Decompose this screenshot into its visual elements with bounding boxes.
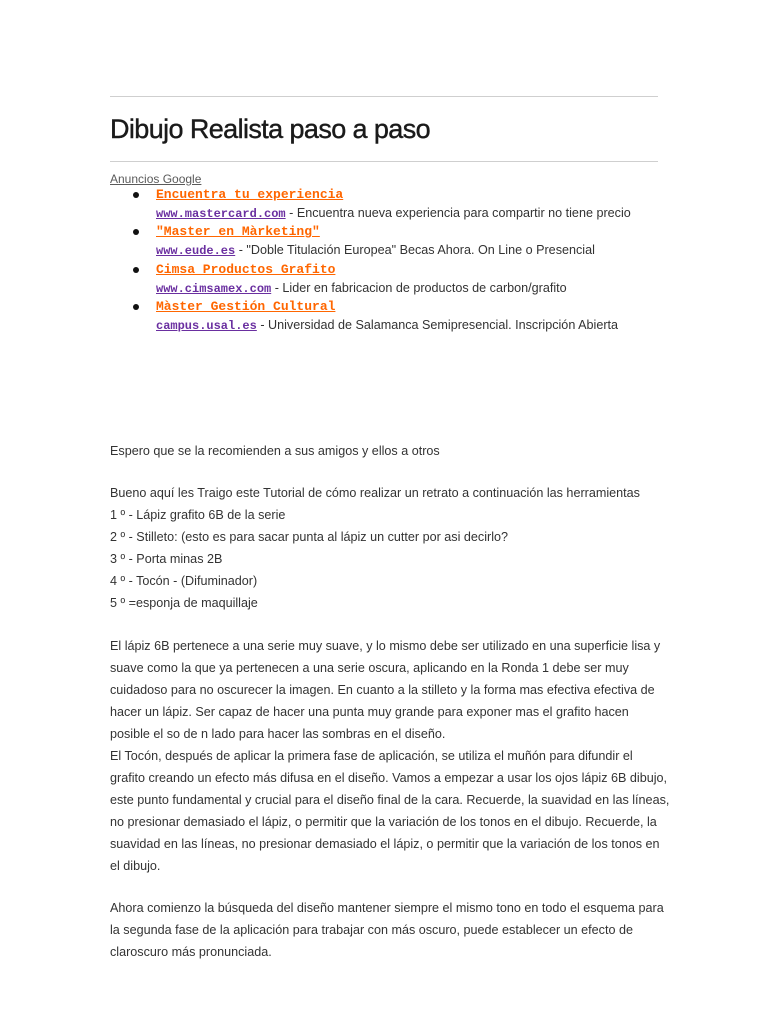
tool-item: 4 º - Tocón - (Difuminador) <box>110 574 258 588</box>
paragraph-text: Ahora comienzo la búsqueda del diseño mantener siempre el mismo tono en todo el esquema para la segunda fase de la aplicación para trabajar con más oscuro, puede establecer un efecto de claroscuro más pronunciada. <box>110 901 664 959</box>
tool-item: 2 º - Stilleto: (esto es para sacar punta al lápiz un cutter por asi decirlo? <box>110 530 509 544</box>
ad-text: - "Doble Titulación Europea" Becas Ahora. On Line o Presencial <box>235 243 595 258</box>
bullet-icon <box>133 229 139 235</box>
ad-description <box>156 243 595 258</box>
paragraph-text: El lápiz 6B pertenece a una serie muy suave, y lo mismo debe ser utilizado en una superficie lisa y suave como la que ya pertenecen a una serie oscura, aplicando en la Ronda 1 debe ser muy cuidadoso para no oscurecer la imagen. En cuanto a la stilleto y la forma mas efectiva efectiva de hacer un lápiz. Ser capaz de hacer una punta muy grande para exponer mas el grafito hacen posible el so de n lado para hacer las sombras en el diseño. <box>110 639 661 741</box>
ads-list <box>110 186 670 335</box>
top-divider <box>110 96 658 97</box>
tool-item: 3 º - Porta minas 2B <box>110 552 223 566</box>
ad-text: - Lider en fabricacion de productos de carbon/grafito <box>271 280 567 295</box>
paragraph-text: El Tocón, después de aplicar la primera fase de aplicación, se utiliza el muñón para difundir el grafito creando un efecto más difusa en el diseño. Vamos a empezar a usar los ojos lápiz 6B dibujo, este punto fundamental y crucial para el diseño final de la cara. Recuerde, la suavidad en las líneas, no presionar demasiado el lápiz, o permitir que la variación de los tonos en el dibujo. Recuerde, la suavidad en las líneas, no presionar demasiado el lápiz, o permitir que la variación de los tonos en el dibujo. <box>110 749 670 873</box>
bullet-icon <box>133 304 139 310</box>
ad-item <box>110 261 670 298</box>
ad-item <box>110 298 670 335</box>
ad-item <box>110 223 670 260</box>
ad-item <box>110 186 670 223</box>
ad-url-link[interactable]: www.mastercard.com <box>156 207 286 221</box>
ads-label-link[interactable]: Anuncios Google <box>110 172 202 186</box>
page-title: Dibujo Realista paso a paso <box>110 114 431 144</box>
technique-section <box>110 635 670 877</box>
ad-title-link[interactable]: "Master en Màrketing" <box>156 224 320 240</box>
ad-title-link[interactable]: Cimsa Productos Grafito <box>156 261 336 277</box>
tools-list <box>110 482 670 614</box>
ad-description <box>156 281 567 296</box>
ad-url-link[interactable]: www.eude.es <box>156 244 236 259</box>
tools-intro: Bueno aquí les Traigo este Tutorial de cómo realizar un retrato a continuación las herramientas <box>110 486 640 500</box>
ad-url-link[interactable]: campus.usal.es <box>156 318 257 333</box>
intro-paragraph <box>110 440 670 462</box>
ad-url-link[interactable]: www.cimsamex.com <box>156 281 272 296</box>
ad-title-link[interactable]: Encuentra tu experiencia <box>156 187 344 202</box>
ad-title-link[interactable]: Màster Gestión Cultural <box>156 298 336 314</box>
paragraph-text: Espero que se la recomienden a sus amigos y ellos a otros <box>110 444 440 458</box>
ad-description <box>156 318 618 333</box>
ad-text: - Universidad de Salamanca Semipresencial. Inscripción Abierta <box>256 317 619 332</box>
title-divider <box>110 161 658 162</box>
tool-item: 1 º - Lápiz grafito 6B de la serie <box>110 508 286 522</box>
ad-text: - Encuentra nueva experiencia para compartir no tiene precio <box>285 206 631 220</box>
tool-item: 5 º =esponja de maquillaje <box>110 596 258 610</box>
closing-paragraph <box>110 897 670 963</box>
bullet-icon <box>133 192 139 198</box>
bullet-icon <box>133 267 139 273</box>
ad-description <box>156 206 631 221</box>
